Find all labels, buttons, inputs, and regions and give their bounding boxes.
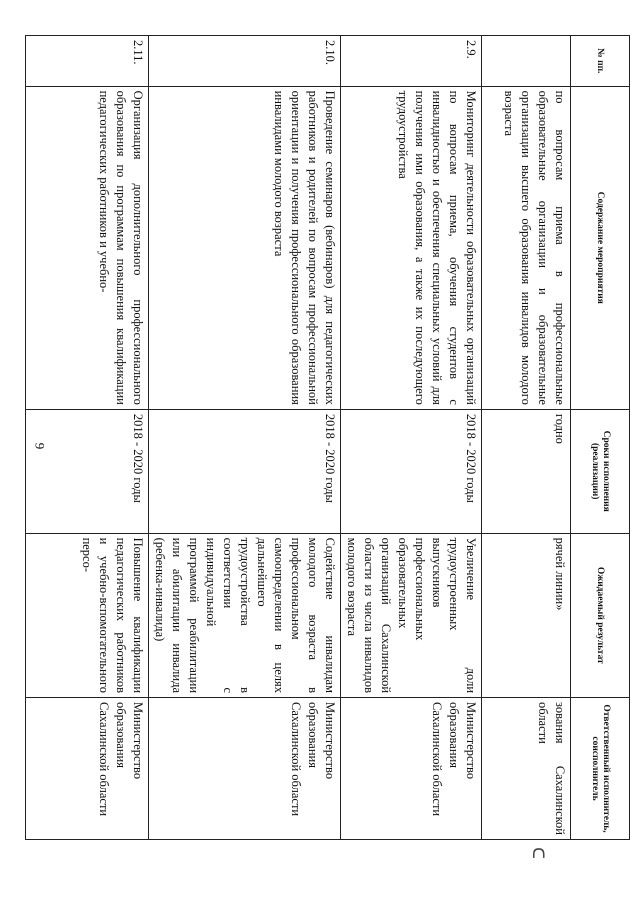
row-activity: Проведение семинаров (вебинаров) для педагогических работников и родителей по вопросам профессиональной ориентации и получения профессионального образования инвалидами молодого возраста	[149, 86, 341, 409]
header-activity: Содержание мероприятия	[571, 86, 630, 409]
table-row	[341, 36, 482, 840]
table-row	[26, 36, 149, 840]
row-num: 2.9.	[341, 36, 482, 87]
table-row	[149, 36, 341, 840]
stray-mark: ᑕ	[528, 847, 546, 859]
row-num: 2.10.	[149, 36, 341, 87]
row-term: 2018 - 2020 годы	[341, 409, 482, 533]
row-activity: Мониторинг деятельности образовательных организаций по вопросам приема, обучения студентов с инвалидностью и обеспечения специальных условий для получения ими образования, а также их последующего трудоустройства	[341, 86, 482, 409]
page-number: 9	[32, 442, 48, 450]
row-responsible: зования Сахалинской области	[482, 698, 571, 840]
row-num: 2.11.	[26, 36, 149, 87]
row-term: годно	[482, 409, 571, 533]
table-row	[482, 36, 571, 840]
header-responsible: Ответственный исполнитель, соисполнитель	[571, 698, 630, 840]
table-header-row	[571, 36, 630, 840]
header-result: Ожидаемый результат	[571, 533, 630, 697]
row-num	[482, 36, 571, 87]
row-result: Повышение квалификации педагогических работников и учебно-вспомогательного персо-	[26, 533, 149, 697]
header-num: № пп.	[571, 36, 630, 87]
row-activity: по вопросам приема в профессиональные образовательные организации и образовательные организации высшего образования инвалидов молодого возраста	[482, 86, 571, 409]
row-responsible: Министерство образования Сахалинской области	[341, 698, 482, 840]
header-term: Сроки исполнения (реализации)	[571, 409, 630, 533]
row-result: рячей линии»	[482, 533, 571, 697]
measures-table	[25, 35, 630, 840]
row-result: Содействие инвалидам молодого возраста в профессиональном самоопределении в целях дальнейшего трудоустройства в соответствии с индивидуальной программой реабилитации или абилитации инвалида (ребенка-инвалида)	[149, 533, 341, 697]
row-responsible: Министерство образования Сахалинской области	[26, 698, 149, 840]
row-term: 2018 - 2020 годы	[149, 409, 341, 533]
row-term: 2018 - 2020 годы	[26, 409, 149, 533]
row-responsible: Министерство образования Сахалинской области	[149, 698, 341, 840]
row-result: Увеличение доли трудоустроенных выпускников профессиональных образовательных организаций Сахалинской области из числа инвалидов молодого возраста	[341, 533, 482, 697]
row-activity: Организация дополнительного профессионального образования по программам повышения квалификации педагогических работников и учебно-	[26, 86, 149, 409]
rotated-table-container	[80, 35, 630, 840]
